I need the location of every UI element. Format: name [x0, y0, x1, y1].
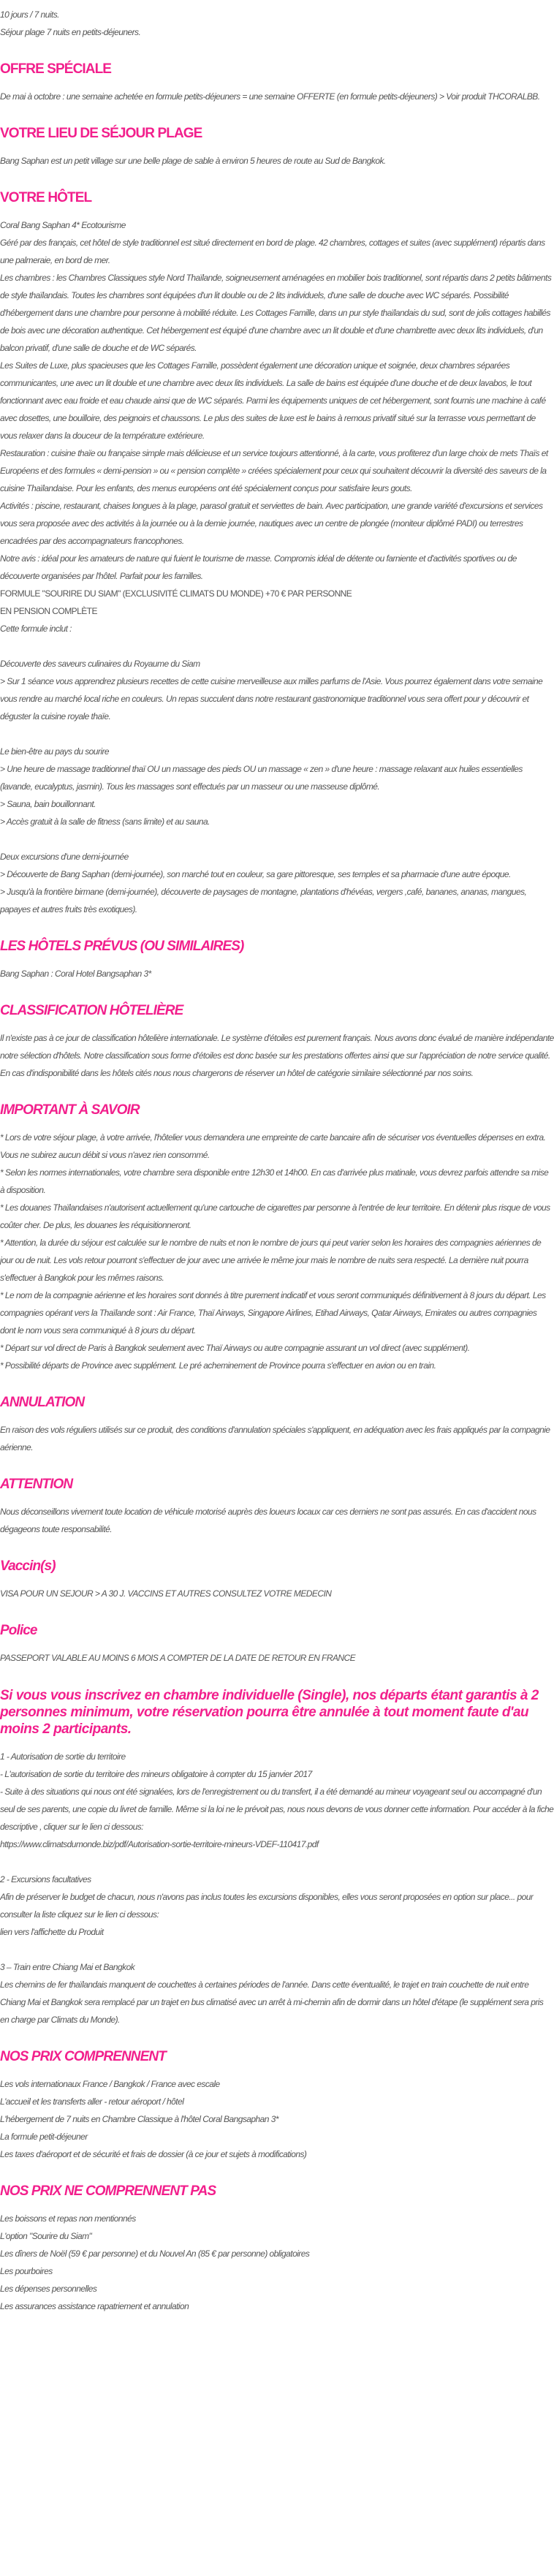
hotel-classification-title: CLASSIFICATION HÔTELIÈRE — [0, 1003, 183, 1018]
beach-location-title: VOTRE LIEU DE SÉJOUR PLAGE — [0, 126, 202, 141]
wellness-sauna-text: > Sauna, bain bouillonnant. — [0, 799, 96, 809]
price-excludes-item: Les boissons et repas non mentionnés — [0, 2213, 136, 2224]
exit-authorization-line: - Suite à des situations qui nous ont été signalées, lors de l'enregistrement ou du transfert, il a été demandé au mineur voyageant seul ou accompagné d'un seul de ses parents, une copie du livret de famille. Même si la loi ne le prévoit pas, nous nous devons de vous donner cette information. Pour accéder à la fiche descriptive , cliquer sur le lien ci dessous: — [0, 1787, 554, 1832]
important-section — [0, 1082, 554, 1374]
vaccines-text: VISA POUR UN SEJOUR > A 30 J. VACCINS ET AUTRES CONSULTEZ VOTRE MEDECIN — [0, 1588, 332, 1599]
culinary-title: Découverte des saveurs culinaires du Royaume du Siam — [0, 659, 200, 669]
spacer — [0, 725, 554, 743]
hotel-suites-text: Les Suites de Luxe, plus spacieuses que les Cottages Famille, possèdent également une décoration unique et soignée, deux chambres séparées communicantes, une avec un lit double et une chambre avec deux lits individuels. La salle de bains est équipée d'une douche et de deux lavabos, le tout fonctionnant avec eau froide et eau chaude ainsi que de WC séparés. Parmi les équipements uniques de cet hébergement, sont fournis une machine à café avec dosettes, une bouilloire, des peignoirs et chaussons. Le plus des suites de luxe est le bains à remous privatif situé sur la terrasse vous permettant de vous relaxer dans la douceur de la température extérieure. — [0, 360, 546, 441]
stay-summary-text: Séjour plage 7 nuits en petits-déjeuners. — [0, 27, 141, 37]
price-includes-item: L'hébergement de 7 nuits en Chambre Classique à l'hôtel Coral Bangsaphan 3* — [0, 2114, 278, 2124]
special-offer-title: OFFRE SPÉCIALE — [0, 61, 112, 77]
vaccines-section — [0, 1538, 554, 1602]
spacer — [0, 637, 554, 655]
planned-hotels-section — [0, 918, 554, 982]
special-offer-text: De mai à octobre : une semaine achetée en formule petits-déjeuners = une semaine OFFERTE (en formule petits-déjeuners) > Voir produit THCORALBB. — [0, 91, 540, 102]
important-item: * Le nom de la compagnie aérienne et les horaires sont donnés à titre purement indicatif et vous seront communiqués définitivement à 8 jours du départ. Les compagnies opérant vers la Thaïlande sont : Air France, Thaï Airways, Singapore Airlines, Etihad Airways, Qatar Airways, Emirates ou autres compagnies dont le nom vous sera communiqué à 8 jours du départ. — [0, 1290, 546, 1336]
price-excludes-item: Les dépenses personnelles — [0, 2284, 97, 2294]
hotel-name: Coral Bang Saphan 4* Ecotourisme — [0, 220, 126, 230]
hotel-dining-text: Restauration : cuisine thaïe ou française simple mais délicieuse et un service toujours attentionné, à la carte, vous profiterez d'un large choix de mets Thaïs et Européens et des formules « demi-pension » ou « pension complète » créées spécialement pour ceux qui souhaitent découvrir la diversité des saveurs de la cuisine Thaïlandaise. Pour les enfants, des menus européens ont été spécialement conçus pour satisfaire leurs gouts. — [0, 448, 548, 493]
vaccines-title: Vaccin(s) — [0, 1558, 56, 1574]
price-excludes-item: L'option "Sourire du Siam" — [0, 2231, 92, 2241]
price-includes-item: L'accueil et les transferts aller - retour aéroport / hôtel — [0, 2096, 184, 2107]
hotel-title: VOTRE HÔTEL — [0, 190, 92, 205]
spacer — [0, 1941, 554, 1958]
hotel-opinion-text: Notre avis : idéal pour les amateurs de nature qui fuient le tourisme de masse. Compromis idéal de détente ou farniente et d'activités sportives ou de découverte organisées par l'hôtel. Parfait pour les familles. — [0, 553, 517, 581]
excursions-title: Deux excursions d'une demi-journée — [0, 852, 129, 862]
single-room-notice: Si vous vous inscrivez en chambre individuelle (Single), nos départs étant garantis à 2 personnes minimum, votre réservation pourra être annulée à tout moment faute d'au moins 2 participants. — [0, 1688, 539, 1737]
cancellation-text: En raison des vols réguliers utilisés sur ce produit, des conditions d'annulation spéciales s'appliquent, en adéquation avec les frais appliqués par la compagnie aérienne. — [0, 1425, 550, 1452]
formula-includes-label: Cette formule inclut : — [0, 624, 72, 634]
warning-text: Nous déconseillons vivement toute location de véhicule motorisé auprès des loueurs locaux car ces derniers ne sont pas assurés. En cas d'accident nous dégageons toute responsabilité. — [0, 1507, 536, 1534]
cancellation-section — [0, 1374, 554, 1456]
single-room-section — [0, 1667, 554, 2028]
optional-excursions-text: Afin de préserver le budget de chacun, nous n'avons pas inclus toutes les excursions disponibles, elles vous seront proposées en option sur place... pour consulter la liste cliquez sur le lien ci dessous: — [0, 1892, 534, 1920]
price-includes-section — [0, 2028, 554, 2163]
wellness-fitness-text: > Accès gratuit à la salle de fitness (sans limite) et au sauna. — [0, 817, 210, 827]
price-excludes-item: Les pourboires — [0, 2266, 53, 2276]
price-excludes-item: Les dîners de Noël (59 € par personne) et du Nouvel An (85 € par personne) obligatoires — [0, 2249, 310, 2259]
optional-excursions-title: 2 - Excursions facultatives — [0, 1874, 91, 1884]
spacer — [0, 830, 554, 848]
price-includes-title: NOS PRIX COMPRENNENT — [0, 2049, 166, 2064]
planned-hotels-text: Bang Saphan : Coral Hotel Bangsaphan 3* — [0, 969, 151, 979]
formula-title: FORMULE "SOURIRE DU SIAM" (EXCLUSIVITÉ CLIMATS DU MONDE) +70 € PAR PERSONNE — [0, 588, 352, 599]
intro-section — [0, 6, 554, 41]
price-includes-item: Les taxes d'aéroport et de sécurité et frais de dossier (à ce jour et sujets à modifications) — [0, 2149, 307, 2159]
important-title: IMPORTANT À SAVOIR — [0, 1102, 140, 1118]
wellness-massage-text: > Une heure de massage traditionnel thaï OU un massage des pieds OU un massage « zen » d'une heure : massage relaxant aux huiles essentielles (lavande, eucalyptus, jasmin). Tous les massages sont effectués par un masseur ou une masseuse diplômé. — [0, 764, 523, 792]
important-item: * Selon les normes internationales, votre chambre sera disponible entre 12h30 et 14h00. En cas d'arrivée plus matinale, vous devrez parfois attendre sa mise à disposition. — [0, 1167, 549, 1195]
spacer — [0, 1853, 554, 1871]
beach-location-section — [0, 105, 554, 170]
important-item: * Possibilité départs de Province avec supplément. Le pré acheminement de Province pourra s'effectuer en avion ou en train. — [0, 1360, 436, 1371]
hotel-activities-text: Activités : piscine, restaurant, chaises longues à la plage, parasol gratuit et serviettes de bain. Avec participation, une grande variété d'excursions et services vous sera proposée avec des activités à la journée ou à la demie journée, nautiques avec un centre de plongée (moniteur diplômé PADI) ou terrestres encadrées par des accompagnateurs francophones. — [0, 501, 543, 546]
formula-subtitle: EN PENSION COMPLÈTE — [0, 606, 97, 616]
warning-title: ATTENTION — [0, 1477, 73, 1492]
price-includes-item: La formule petit-déjeuner — [0, 2132, 88, 2142]
excursion-item: > Découverte de Bang Saphan (demi-journée), son marché tout en couleur, sa gare pittoresque, ses temples et sa pharmacie d'une autre époque. — [0, 869, 511, 879]
price-excludes-title: NOS PRIX NE COMPRENNENT PAS — [0, 2183, 216, 2199]
important-item: * Départ sur vol direct de Paris à Bangkok seulement avec Thaï Airways ou autre compagnie assurant un vol direct (avec supplément). — [0, 1343, 470, 1353]
price-excludes-item: Les assurances assistance rapatriement et annulation — [0, 2301, 189, 2311]
police-section — [0, 1602, 554, 1667]
warning-section — [0, 1456, 554, 1538]
police-text: PASSEPORT VALABLE AU MOINS 6 MOIS A COMPTER DE LA DATE DE RETOUR EN FRANCE — [0, 1653, 356, 1663]
exit-authorization-link[interactable]: https://www.climatsdumonde.biz/pdf/Autorisation-sortie-territoire-mineurs-VDEF-110417.pdf — [0, 1839, 319, 1849]
important-item: * Lors de votre séjour plage, à votre arrivée, l'hôtelier vous demandera une empreinte de carte bancaire afin de sécuriser vos éventuelles dépenses en extra. Vous ne subirez aucun débit si vous n'avez rien consommé. — [0, 1132, 546, 1160]
excursion-item: > Jusqu'à la frontière birmane (demi-journée), découverte de paysages de montagne, plantations d'hévéas, vergers ,café, bananes, ananas, mangues, papayes et autres fruits très exotiques). — [0, 887, 527, 914]
important-item: * Attention, la durée du séjour est calculée sur le nombre de nuits et non le nombre de jours qui peut varier selon les horaires des compagnies aériennes de jour ou de nuit. Les vols retour pourront s'effectuer de jour avec une arrivée le même jour mais le nombre de nuits sera respecté. La dernière nuit pourra s'effectuer à Bangkok pour les mêmes raisons. — [0, 1238, 542, 1283]
special-offer-section — [0, 41, 554, 105]
hotel-description: Géré par des français, cet hôtel de style traditionnel est situé directement en bord de plage. 42 chambres, cottages et suites (avec supplément) répartis dans une palmeraie, en bord de mer. — [0, 238, 545, 265]
planned-hotels-title: LES HÔTELS PRÉVUS (OU SIMILAIRES) — [0, 939, 244, 954]
product-poster-link[interactable]: lien vers l'affichette du Produit — [0, 1927, 104, 1937]
hotel-section — [0, 170, 554, 918]
police-title: Police — [0, 1623, 37, 1638]
hotel-classification-text: Il n'existe pas à ce jour de classification hôtelière internationale. Le système d'étoiles est purement français. Nous avons donc évalué de manière indépendante notre sélection d'hôtels. Notre classification sous forme d'étoiles est donc basée sur les prestations offertes ainsi que sur l'appréciation de notre service qualité. En cas d'indisponibilité dans les hôtels cités nous nous chargerons de réserver un hôtel de catégorie similaire sélectionné par nos soins. — [0, 1033, 554, 1078]
important-item: * Les douanes Thaïlandaises n'autorisent actuellement qu'une cartouche de cigarettes par personne à l'entrée de leur territoire. En détenir plus risque de vous coûter cher. De plus, les douanes les réquisitionneront. — [0, 1202, 550, 1230]
exit-authorization-title: 1 - Autorisation de sortie du territoire — [0, 1751, 126, 1762]
culinary-text: > Sur 1 séance vous apprendrez plusieurs recettes de cette cuisine merveilleuse aux milles parfums de l'Asie. Vous pourrez également dans votre semaine vous rendre au marché local riche en couleurs. Un repas succulent dans notre restaurant gastronomique traditionnel vous sera offert pour y découvrir et déguster la cuisine royale thaïe. — [0, 676, 543, 721]
beach-location-text: Bang Saphan est un petit village sur une belle plage de sable à environ 5 heures de route au Sud de Bangkok. — [0, 156, 386, 166]
price-includes-item: Les vols internationaux France / Bangkok / France avec escale — [0, 2079, 220, 2089]
hotel-classification-section — [0, 982, 554, 1082]
duration-text: 10 jours / 7 nuits. — [0, 10, 59, 20]
exit-authorization-line: - L'autorisation de sortie du territoire des mineurs obligatoire à compter du 15 janvier 2017 — [0, 1769, 312, 1779]
train-title: 3 – Train entre Chiang Mai et Bangkok — [0, 1962, 135, 1972]
wellness-title: Le bien-être au pays du sourire — [0, 746, 110, 757]
cancellation-title: ANNULATION — [0, 1395, 85, 1410]
hotel-rooms-text: Les chambres : les Chambres Classiques style Nord Thaïlande, soigneusement aménagées en mobilier bois traditionnel, sont répartis dans 2 petits bâtiments de style thaïlandais. Toutes les chambres sont équipées d'un lit double ou de 2 lits individuels, d'une salle de douche avec WC séparés. Possibilité d'hébergement dans une chambre pour personne à mobilité réduite. Les Cottages Famille, dans un pur style thaïlandais du sud, sont de jolis cottages habillés de bois avec une décoration authentique. Cet hébergement est équipé d'une chambre avec un lit double et d'une chambrette avec deux lits individuels, d'un balcon privatif, d'une salle de douche et de WC séparés. — [0, 273, 552, 353]
price-excludes-section — [0, 2163, 554, 2315]
train-text: Les chemins de fer thaïlandais manquent de couchettes à certaines périodes de l'année. Dans cette éventualité, le trajet en train couchette de nuit entre Chiang Mai et Bangkok sera remplacé par un trajet en bus climatisé avec un arrêt à mi-chemin afin de dormir dans un hôtel d'étape (le supplément sera pris en charge par Climats du Monde). — [0, 1980, 544, 2025]
